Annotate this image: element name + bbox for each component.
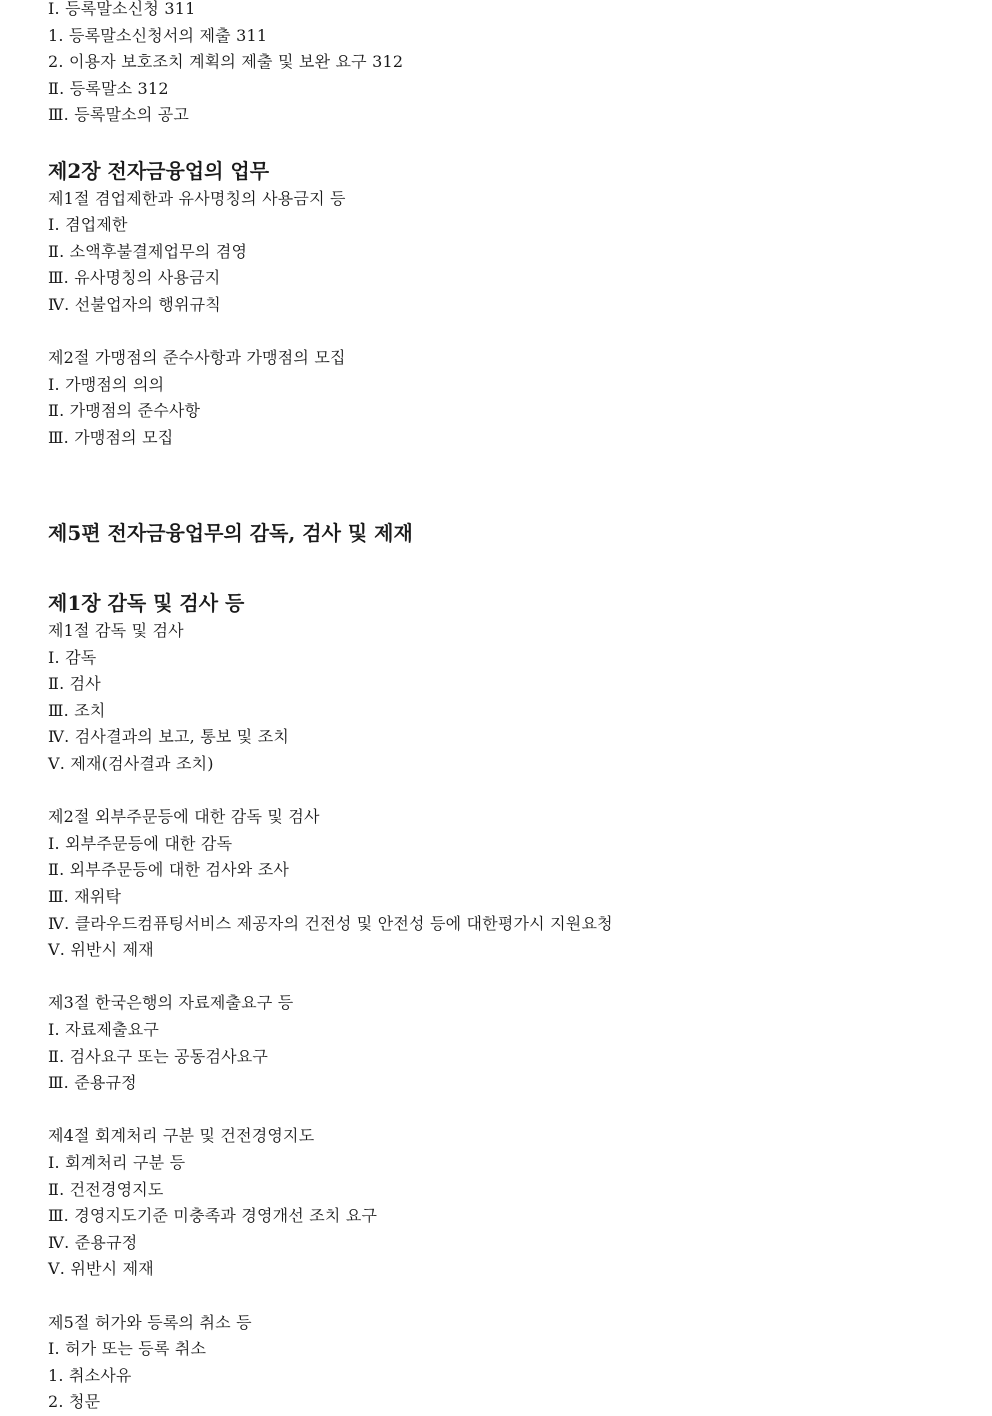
toc-entry: 제4절 회계처리 구분 및 건전경영지도 bbox=[48, 1126, 315, 1146]
toc-entry: Ⅲ. 준용규정 bbox=[48, 1073, 137, 1093]
section-gap bbox=[48, 548, 968, 588]
toc-entry: Ⅲ. 등록말소의 공고 bbox=[48, 105, 190, 125]
section-gap bbox=[48, 478, 968, 518]
toc-entry: Ⅱ. 건전경영지도 bbox=[48, 1179, 164, 1199]
toc-entry: 제1절 감독 및 검사 bbox=[48, 621, 184, 641]
toc-entry: Ⅴ. 위반시 제재 bbox=[48, 940, 154, 960]
toc-entry: Ⅰ. 감독 bbox=[48, 647, 97, 667]
toc-entry: Ⅰ. 자료제출요구 bbox=[48, 1020, 160, 1039]
toc-entry: Ⅰ. 회계처리 구분 등 bbox=[48, 1152, 186, 1172]
blank-line bbox=[48, 319, 968, 346]
blank-line bbox=[48, 452, 968, 479]
toc-entry: 2. 이용자 보호조치 계획의 제출 및 보완 요구 312 bbox=[48, 52, 404, 72]
toc-entry: 제2절 외부주문등에 대한 감독 및 검사 bbox=[48, 807, 320, 827]
toc-entry: Ⅱ. 소액후불결제업무의 겸영 bbox=[48, 241, 248, 261]
blank-line bbox=[48, 778, 968, 805]
toc-entry: Ⅱ. 검사 bbox=[48, 674, 101, 694]
toc-entry: Ⅰ. 허가 또는 등록 취소 bbox=[48, 1339, 207, 1359]
toc-entry: Ⅲ. 유사명칭의 사용금지 bbox=[48, 268, 221, 288]
toc-entry: Ⅰ. 외부주문등에 대한 감독 bbox=[48, 833, 233, 853]
blank-line bbox=[48, 1283, 968, 1310]
toc-entry: 제3절 한국은행의 자료제출요구 등 bbox=[48, 993, 294, 1013]
part-heading: 제5편 전자금융업무의 감독, 검사 및 제재 bbox=[48, 521, 413, 546]
toc-entry: Ⅱ. 외부주문등에 대한 검사와 조사 bbox=[48, 860, 290, 880]
blank-line bbox=[48, 964, 968, 991]
toc-entry: Ⅳ. 선불업자의 행위규칙 bbox=[48, 294, 221, 314]
document-page bbox=[48, 0, 968, 1416]
toc-entry: 1. 취소사유 bbox=[48, 1365, 132, 1385]
chapter-heading: 제2장 전자금융업의 업무 bbox=[48, 158, 270, 183]
toc-entry: Ⅳ. 클라우드컴퓨팅서비스 제공자의 건전성 및 안전성 등에 대한평가시 지원요청 bbox=[48, 913, 613, 933]
toc-entry: 1. 등록말소신청서의 제출 311 bbox=[48, 25, 268, 45]
toc-entry: 제5절 허가와 등록의 취소 등 bbox=[48, 1312, 252, 1332]
toc-entry: 제1절 겸업제한과 유사명칭의 사용금지 등 bbox=[48, 188, 346, 208]
chapter-heading: 제1장 감독 및 검사 등 bbox=[48, 591, 245, 616]
toc-entry: Ⅳ. 검사결과의 보고, 통보 및 조치 bbox=[48, 727, 290, 747]
toc-entry: Ⅱ. 가맹점의 준수사항 bbox=[48, 401, 201, 421]
toc-entry: Ⅱ. 검사요구 또는 공동검사요구 bbox=[48, 1046, 269, 1066]
toc-entry: Ⅰ. 겸업제한 bbox=[48, 215, 128, 235]
toc-entry: Ⅳ. 준용규정 bbox=[48, 1232, 138, 1252]
toc-entry: Ⅲ. 가맹점의 모집 bbox=[48, 427, 174, 447]
blank-line bbox=[48, 1097, 968, 1124]
toc-entry: Ⅲ. 경영지도기준 미충족과 경영개선 조치 요구 bbox=[48, 1206, 378, 1226]
toc-entry: Ⅰ. 가맹점의 의의 bbox=[48, 374, 165, 394]
toc-entry: Ⅲ. 조치 bbox=[48, 700, 106, 720]
toc-entry: Ⅰ. 등록말소신청 311 bbox=[48, 0, 196, 18]
toc-entry: Ⅴ. 위반시 제재 bbox=[48, 1259, 154, 1279]
toc-entry: Ⅴ. 제재(검사결과 조치) bbox=[48, 754, 214, 774]
toc-entry: Ⅱ. 등록말소 312 bbox=[48, 78, 169, 98]
blank-line bbox=[48, 129, 968, 156]
toc-entry: Ⅲ. 재위탁 bbox=[48, 887, 122, 907]
toc-entry: 2. 청문 bbox=[48, 1392, 101, 1412]
toc-entry: 제2절 가맹점의 준수사항과 가맹점의 모집 bbox=[48, 348, 346, 368]
